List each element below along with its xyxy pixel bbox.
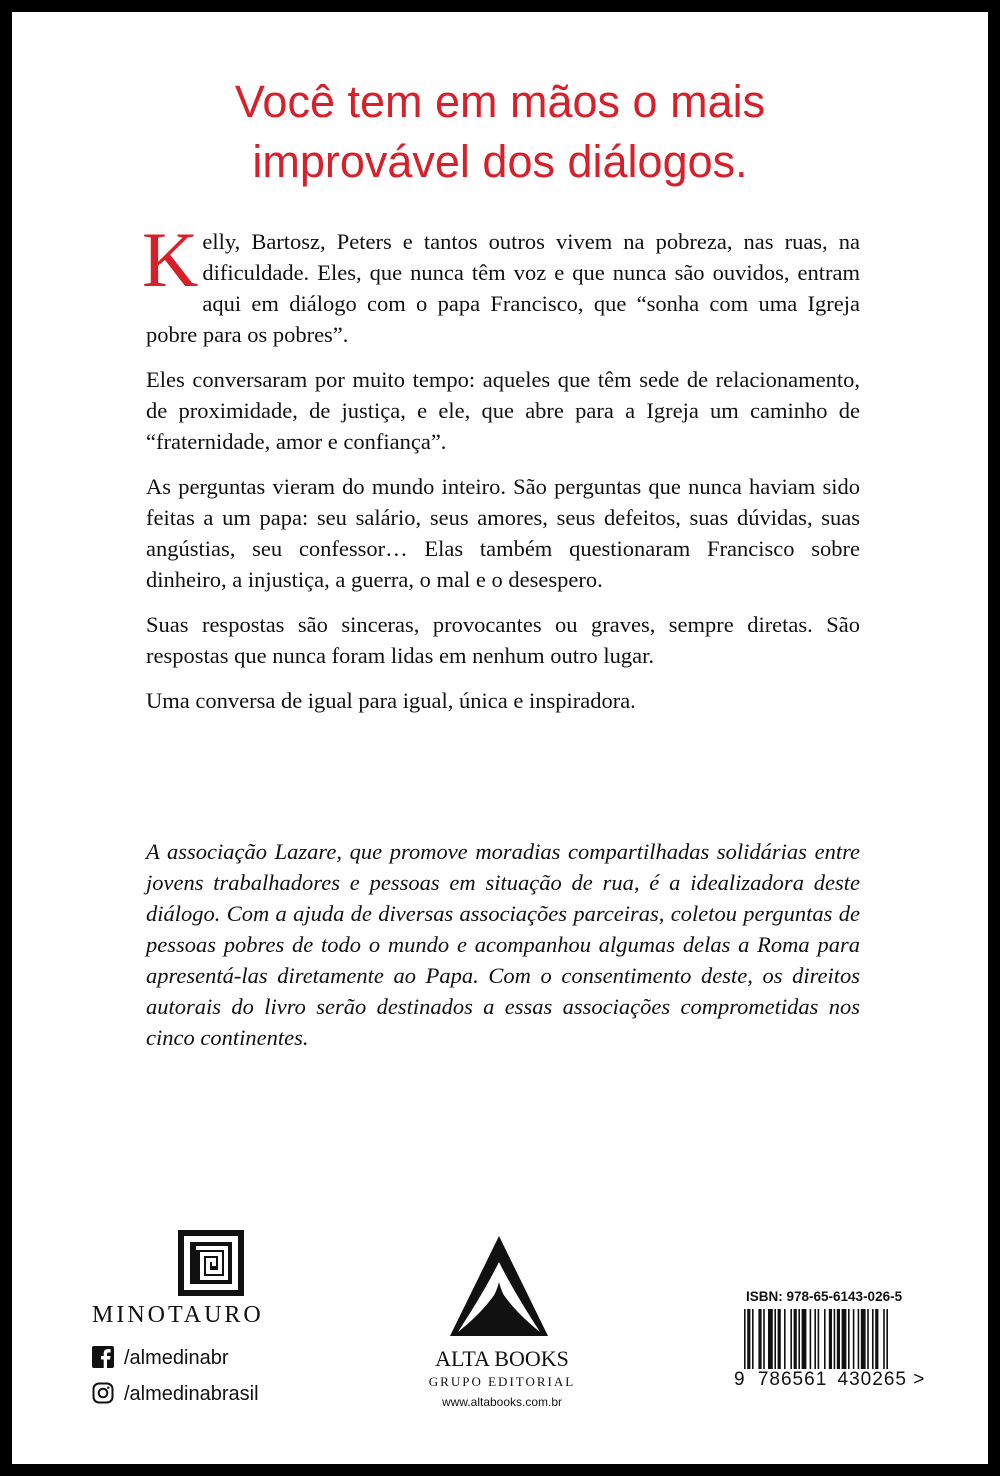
barcode-bar [747, 1309, 750, 1369]
barcode-bar [837, 1309, 840, 1369]
alta-books-name: ALTA BOOKS [435, 1346, 569, 1371]
headline [12, 72, 988, 192]
barcode-bar [744, 1309, 746, 1369]
paragraph-4: Suas respostas são sinceras, provocantes ou graves, sempre diretas. São respostas que nunca foram lidas em nenhum outro lugar. [146, 612, 860, 668]
barcode-bar [814, 1309, 816, 1369]
barcode-bar [752, 1309, 754, 1369]
paragraph-1 [142, 216, 860, 350]
barcode-bar [886, 1309, 888, 1369]
barcode-bar [872, 1309, 874, 1369]
barcode-bar [763, 1309, 765, 1369]
facebook-handle[interactable] [92, 1346, 229, 1370]
facebook-handle-text: /almedinabr [124, 1347, 229, 1369]
barcode-bar [818, 1309, 820, 1369]
paragraph-2: Eles conversaram por muito tempo: aqueles que têm sede de relacionamento, de proximidade, de justiça, e ele, que abre para a Igreja um caminho de “fraternidade, amor e confiança”. [146, 367, 860, 454]
isbn-digit-suffix: > [913, 1369, 926, 1390]
barcode-bar [883, 1309, 885, 1369]
barcode-bar [861, 1309, 866, 1369]
paragraph-3: As perguntas vieram do mundo inteiro. São perguntas que nunca haviam sido feitas a um papa: seu salário, seus amores, seus defeitos, suas dúvidas, suas angústias, seu confessor… Elas também questionaram Francisco sobre dinheiro, a injustiça, a guerra, o mal e o desespero. [146, 474, 860, 592]
barcode-bars [744, 1309, 940, 1369]
isbn-label: ISBN: 978-65-6143-026-5 [746, 1289, 903, 1304]
barcode-bar [794, 1309, 797, 1369]
barcode-bar [802, 1309, 807, 1369]
back-cover [12, 12, 988, 1464]
barcode-bar [824, 1309, 826, 1369]
barcode-bar [784, 1309, 786, 1369]
barcode-bar [829, 1309, 832, 1369]
isbn-barcode [734, 1289, 946, 1409]
alta-books-subtitle: GRUPO EDITORIAL [428, 1374, 576, 1389]
barcode-bar [858, 1309, 860, 1369]
isbn-digits [734, 1369, 946, 1391]
minotauro-wordmark: MINOTAURO [92, 1302, 264, 1328]
headline-line-1: Você tem em mãos o mais [234, 76, 766, 127]
headline-line-2: improvável dos diálogos. [252, 136, 748, 187]
barcode-bar [848, 1309, 850, 1369]
barcode-bar [834, 1309, 836, 1369]
minotauro-logo-icon [178, 1230, 244, 1301]
paragraph-5: Uma conversa de igual para igual, única e inspiradora. [146, 688, 636, 713]
barcode-bar [758, 1309, 761, 1369]
association-note: A associação Lazare, que promove moradias compartilhadas solidárias entre jovens trabalhadores e pessoas em situação de rua, é a idealizadora deste diálogo. Com a ajuda de diversas associações parceiras, coletou perguntas de pessoas pobres de todo o mundo e acompanhou algumas delas a Roma para apresentá-las diretamente ao Papa. Com o consentimento deste, os direitos autorais do livro serão destinados a essas associações comprometidas nos cinco continentes. [146, 839, 860, 1050]
alta-books-url[interactable]: www.altabooks.com.br [441, 1395, 563, 1409]
barcode-bar [798, 1309, 800, 1369]
instagram-handle[interactable] [92, 1382, 259, 1406]
facebook-icon [92, 1346, 114, 1368]
alta-books-logo-icon [444, 1232, 554, 1347]
barcode-bar [867, 1309, 869, 1369]
barcode-bar [774, 1309, 776, 1369]
barcode-bar [842, 1309, 847, 1369]
barcode-bar [790, 1309, 792, 1369]
barcode-bar [853, 1309, 855, 1369]
instagram-icon [92, 1382, 114, 1404]
isbn-digit-prefix: 9 [734, 1369, 746, 1390]
instagram-handle-text: /almedinabrasil [124, 1383, 259, 1405]
isbn-digit-group-1: 786561 [757, 1369, 828, 1390]
isbn-digit-group-2: 430265 [837, 1369, 907, 1390]
barcode-bar [768, 1309, 773, 1369]
barcode-bar [875, 1309, 878, 1369]
barcode-bar [810, 1309, 812, 1369]
barcode-bar [778, 1309, 781, 1369]
synopsis [142, 216, 860, 730]
paragraph-1-text: elly, Bartosz, Peters e tantos outros vivem na pobreza, nas ruas, na dificuldade. Eles, que nunca têm voz e que nunca são ouvidos, entram aqui em diálogo com o papa Francisco, que “sonha com uma Igreja pobre para os pobres”. [146, 229, 860, 347]
drop-cap: K [142, 216, 199, 303]
